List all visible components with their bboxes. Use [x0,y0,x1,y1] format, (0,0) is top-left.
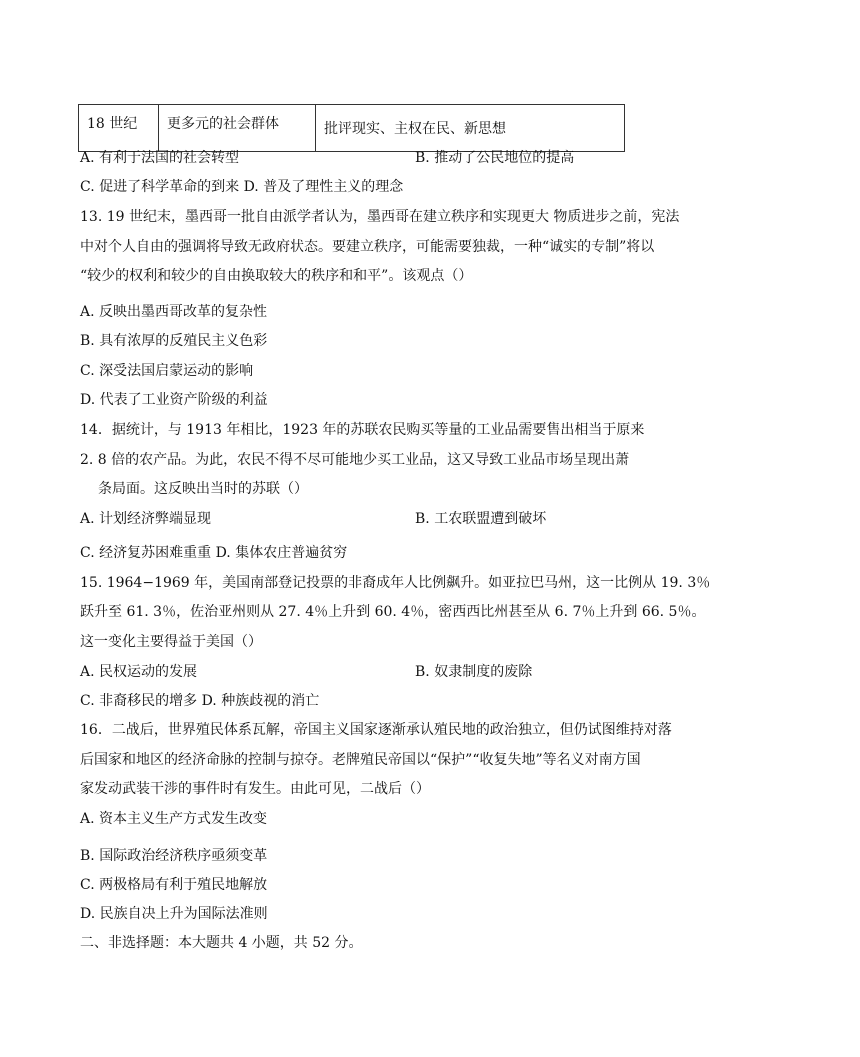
q14-stem-line-3: 条局面。这反映出当时的苏联（） [98,481,308,497]
q13-option-b[interactable]: B. 具有浓厚的反殖民主义色彩 [80,333,268,349]
q13-stem-line-2: 中对个人自由的强调将导致无政府状态。要建立秩序，可能需要独裁，一种“诚实的专制”将以 [80,239,655,255]
q15-stem-line-3: 这一变化主要得益于美国（） [80,634,262,650]
table-cell-period: 18 世纪 [79,105,159,152]
q16-option-c[interactable]: C. 两极格局有利于殖民地解放 [80,877,268,893]
q15-stem-line-2: 跃升至 61. 3％，佐治亚州则从 27. 4％上升到 60. 4％，密西西比州甚至从 6. 7％上升到 66. 5％。 [80,604,706,620]
q15-option-a[interactable]: A. 民权运动的发展 [80,664,198,680]
q15-option-cd[interactable]: C. 非裔移民的增多 D. 种族歧视的消亡 [80,693,320,709]
table-cell-group: 更多元的社会群体 [159,105,316,152]
history-table [78,104,625,152]
q12-option-a[interactable]: A. 有利于法国的社会转型 [80,150,240,166]
q16-option-a[interactable]: A. 资本主义生产方式发生改变 [80,811,268,827]
q12-option-b[interactable]: B. 推动了公民地位的提高 [415,150,575,166]
q14-stem-line-1: 14．据统计，与 1913 年相比，1923 年的苏联农民购买等量的工业品需要售出相当于原来 [80,422,645,438]
q15-stem-line-1: 15. 1964−1969 年，美国南部登记投票的非裔成年人比例飙升。如亚拉巴马州，这一比例从 19. 3％ [80,575,711,591]
q14-stem-line-2: 2. 8 倍的农产品。为此，农民不得不尽可能地少买工业品，这又导致工业品市场呈现出萧 [80,452,630,468]
table-row [79,105,625,152]
q13-stem-line-3: “较少的权利和较少的自由换取较大的秩序和和平”。该观点（） [80,268,473,284]
q13-option-d[interactable]: D. 代表了工业资产阶级的利益 [80,392,268,408]
q16-option-d[interactable]: D. 民族自决上升为国际法准则 [80,906,268,922]
q15-option-b[interactable]: B. 奴隶制度的废除 [415,664,533,680]
q14-option-a[interactable]: A. 计划经济弊端显现 [80,511,212,527]
section-2-heading: 二、非选择题：本大题共 4 小题，共 52 分。 [80,935,363,951]
q14-option-b[interactable]: B. 工农联盟遭到破坏 [415,511,547,527]
q16-stem-line-3: 家发动武装干涉的事件时有发生。由此可见，二战后（） [80,781,430,797]
q13-option-c[interactable]: C. 深受法国启蒙运动的影响 [80,363,254,379]
q16-option-b[interactable]: B. 国际政治经济秩序亟须变革 [80,848,268,864]
q14-option-cd[interactable]: C. 经济复苏困难重重 D. 集体农庄普遍贫穷 [80,545,348,561]
q16-stem-line-2: 后国家和地区的经济命脉的控制与掠夺。老牌殖民帝国以“保护”“收复失地”等名义对南方国 [80,752,641,768]
q16-stem-line-1: 16．二战后，世界殖民体系瓦解，帝国主义国家逐渐承认殖民地的政治独立，但仍试图维持对落 [80,722,672,738]
q12-option-cd[interactable]: C. 促进了科学革命的到来 D. 普及了理性主义的理念 [80,179,404,195]
q13-stem-line-1: 13. 19 世纪末，墨西哥一批自由派学者认为，墨西哥在建立秩序和实现更大 物质进步之前，宪法 [80,209,680,225]
table-cell-ideas: 批评现实、主权在民、新思想 [316,105,625,152]
q13-option-a[interactable]: A. 反映出墨西哥改革的复杂性 [80,304,268,320]
